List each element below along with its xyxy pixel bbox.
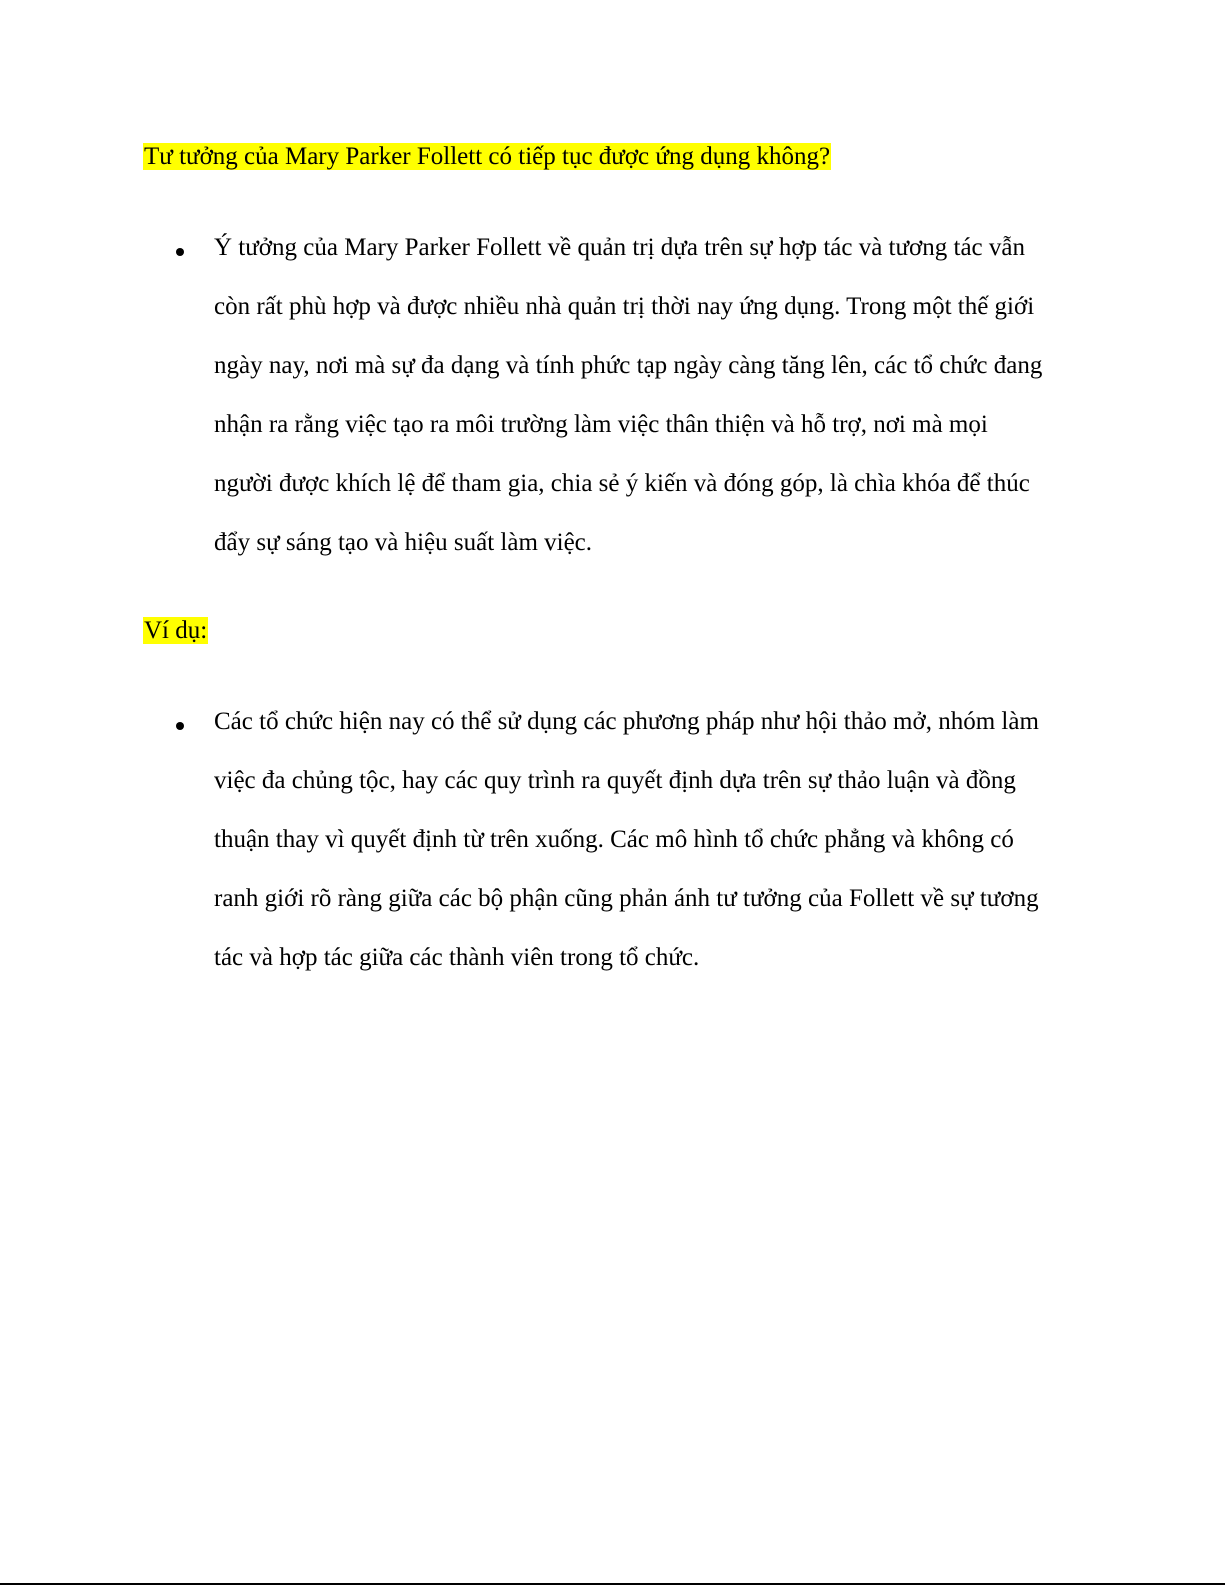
bullet-dot-icon: [176, 722, 184, 730]
text-line: nhận ra rằng việc tạo ra môi trường làm việc thân thiện và hỗ trợ, nơi mà mọi: [214, 411, 988, 438]
question-heading-text: Tư tưởng của Mary Parker Follett có tiếp tục được ứng dụng không?: [144, 143, 831, 170]
text-line: Các tổ chức hiện nay có thể sử dụng các phương pháp như hội thảo mở, nhóm làm: [214, 708, 1039, 735]
text-line: đẩy sự sáng tạo và hiệu suất làm việc.: [214, 529, 593, 556]
example-heading: [143, 615, 208, 647]
text-line: còn rất phù hợp và được nhiều nhà quản trị thời nay ứng dụng. Trong một thế giới: [214, 293, 1035, 320]
example-heading-text: Ví dụ:: [144, 617, 208, 644]
text-line: Ý tưởng của Mary Parker Follett về quản trị dựa trên sự hợp tác và tương tác vẫn: [214, 234, 1025, 261]
bullet-dot-icon: [176, 248, 184, 256]
question-heading: [143, 141, 831, 173]
text-line: tác và hợp tác giữa các thành viên trong tổ chức.: [214, 944, 700, 971]
text-line: ranh giới rõ ràng giữa các bộ phận cũng phản ánh tư tưởng của Follett về sự tương: [214, 885, 1039, 912]
text-line: người được khích lệ để tham gia, chia sẻ ý kiến và đóng góp, là chìa khóa để thúc: [214, 470, 1030, 497]
text-line: việc đa chủng tộc, hay các quy trình ra quyết định dựa trên sự thảo luận và đồng: [214, 767, 1016, 794]
bullet-item-2-text: [214, 702, 1094, 997]
text-line: ngày nay, nơi mà sự đa dạng và tính phức tạp ngày càng tăng lên, các tổ chức đang: [214, 352, 1043, 379]
bullet-item-1-text: [214, 228, 1094, 582]
text-line: thuận thay vì quyết định từ trên xuống. Các mô hình tổ chức phẳng và không có: [214, 826, 1014, 853]
